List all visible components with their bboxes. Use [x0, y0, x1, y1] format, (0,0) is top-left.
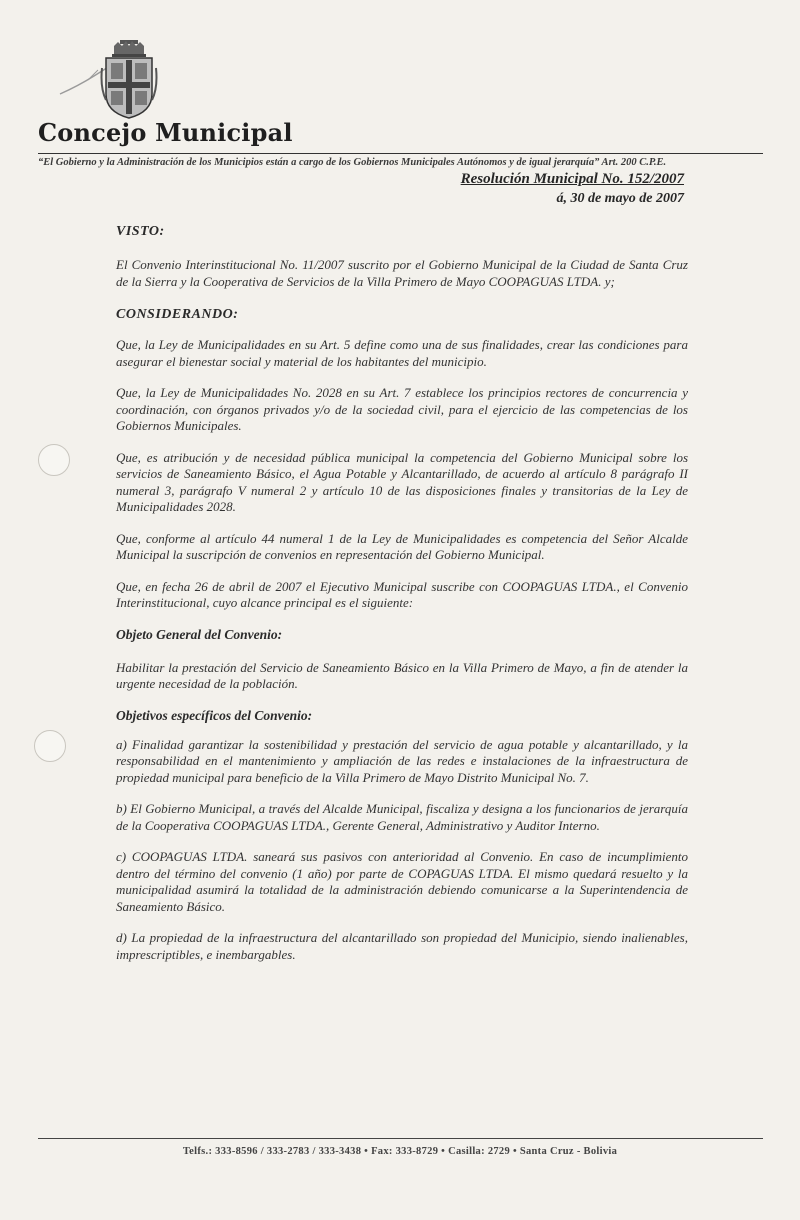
visto-heading: VISTO:	[116, 224, 165, 239]
organization-name: Concejo Municipal	[38, 118, 293, 147]
objetivo-b-paragraph: b) El Gobierno Municipal, a través del Alcalde Municipal, fiscaliza y designa a los funcionarios de jerarquía de la Cooperativa COOPAGUAS LTDA., Gerente General, Administrativo y Auditor Interno.	[116, 801, 688, 833]
footer-divider	[38, 1138, 763, 1139]
objetivos-heading: Objetivos específicos del Convenio:	[116, 707, 313, 723]
resolution-date: á, 30 de mayo de 2007	[556, 191, 684, 206]
municipal-crest-icon	[100, 38, 158, 120]
considerando-paragraph-5: Que, en fecha 26 de abril de 2007 el Ejecutivo Municipal suscribe con COOPAGUAS LTDA., el Convenio Interinstitucional, cuyo alcance principal es el siguiente:	[116, 578, 688, 610]
considerando-paragraph-4: Que, conforme al artículo 44 numeral 1 de la Ley de Municipalidades es competencia del Señor Alcalde Municipal la suscripción de convenios en representación del Gobierno Municipal.	[116, 530, 688, 562]
objeto-heading: Objeto General del Convenio:	[116, 626, 283, 642]
resolution-body	[116, 224, 688, 963]
objetivo-c-paragraph: c) COOPAGUAS LTDA. saneará sus pasivos con anterioridad al Convenio. En caso de incumplimiento dentro del término del convenio (1 año) por parte de COPAGUAS LTDA. El mismo quedará resuelto y la municipalidad asumirá la totalidad de la administración debiendo comunicarse a la Superintendencia de Saneamiento Básico.	[116, 849, 688, 914]
resolution-title: Resolución Municipal No. 152/2007	[460, 171, 684, 187]
considerando-paragraph-2: Que, la Ley de Municipalidades No. 2028 en su Art. 7 establece los principios rectores de concurrencia y coordinación, con órganos privados y/o de la sociedad civil, para el ejercicio de las competencias de los Gobiernos Municipales.	[116, 385, 688, 433]
punch-hole-lower	[34, 730, 66, 762]
considerando-paragraph-3: Que, es atribución y de necesidad pública municipal la competencia del Gobierno Municipal sobre los servicios de Saneamiento Básico, el Agua Potable y Alcantarillado, de acuerdo al artículo 8 parágrafo II numeral 3, parágrafo V numeral 2 y artículo 10 de las disposiciones finales y transitorias de la Ley de Municipalidades 2028.	[116, 449, 688, 514]
objetivo-a-paragraph: a) Finalidad garantizar la sostenibilidad y prestación del servicio de agua potable y alcantarillado, y la responsabilidad en el mantenimiento y ampliación de las redes e instalaciones de la infraestructura de propiedad municipal para beneficio de la Villa Primero de Mayo Distrito Municipal No. 7.	[116, 736, 688, 785]
objeto-paragraph: Habilitar la prestación del Servicio de Saneamiento Básico en la Villa Primero de Mayo, a fin de atender la urgente necesidad de la población.	[116, 659, 688, 691]
considerando-paragraph-1: Que, la Ley de Municipalidades en su Art. 5 define como una de sus finalidades, crear las condiciones para asegurar el bienestar social y material de los habitantes del municipio.	[116, 337, 688, 369]
visto-paragraph: El Convenio Interinstitucional No. 11/2007 suscrito por el Gobierno Municipal de la Ciudad de Santa Cruz de la Sierra y la Cooperativa de Servicios de la Villa Primero de Mayo COOPAGUAS LTDA. y;	[116, 257, 688, 289]
objetivo-d-paragraph: d) La propiedad de la infraestructura del alcantarillado son propiedad del Municipio, siendo inalienables, imprescriptibles, e inembargables.	[116, 930, 688, 962]
footer-contact: Telfs.: 333-8596 / 333-2783 / 333-3438 • Fax: 333-8729 • Casilla: 2729 • Santa Cruz - Bolivia	[182, 1146, 618, 1157]
punch-hole-upper	[38, 444, 70, 476]
constitutional-motto: “El Gobierno y la Administración de los Municipios están a cargo de los Gobiernos Municipales Autónomos y de igual jerarquía” Art. 200 C.P.E.	[38, 157, 667, 168]
considerando-heading: CONSIDERANDO:	[116, 307, 239, 322]
header-divider	[38, 153, 763, 154]
